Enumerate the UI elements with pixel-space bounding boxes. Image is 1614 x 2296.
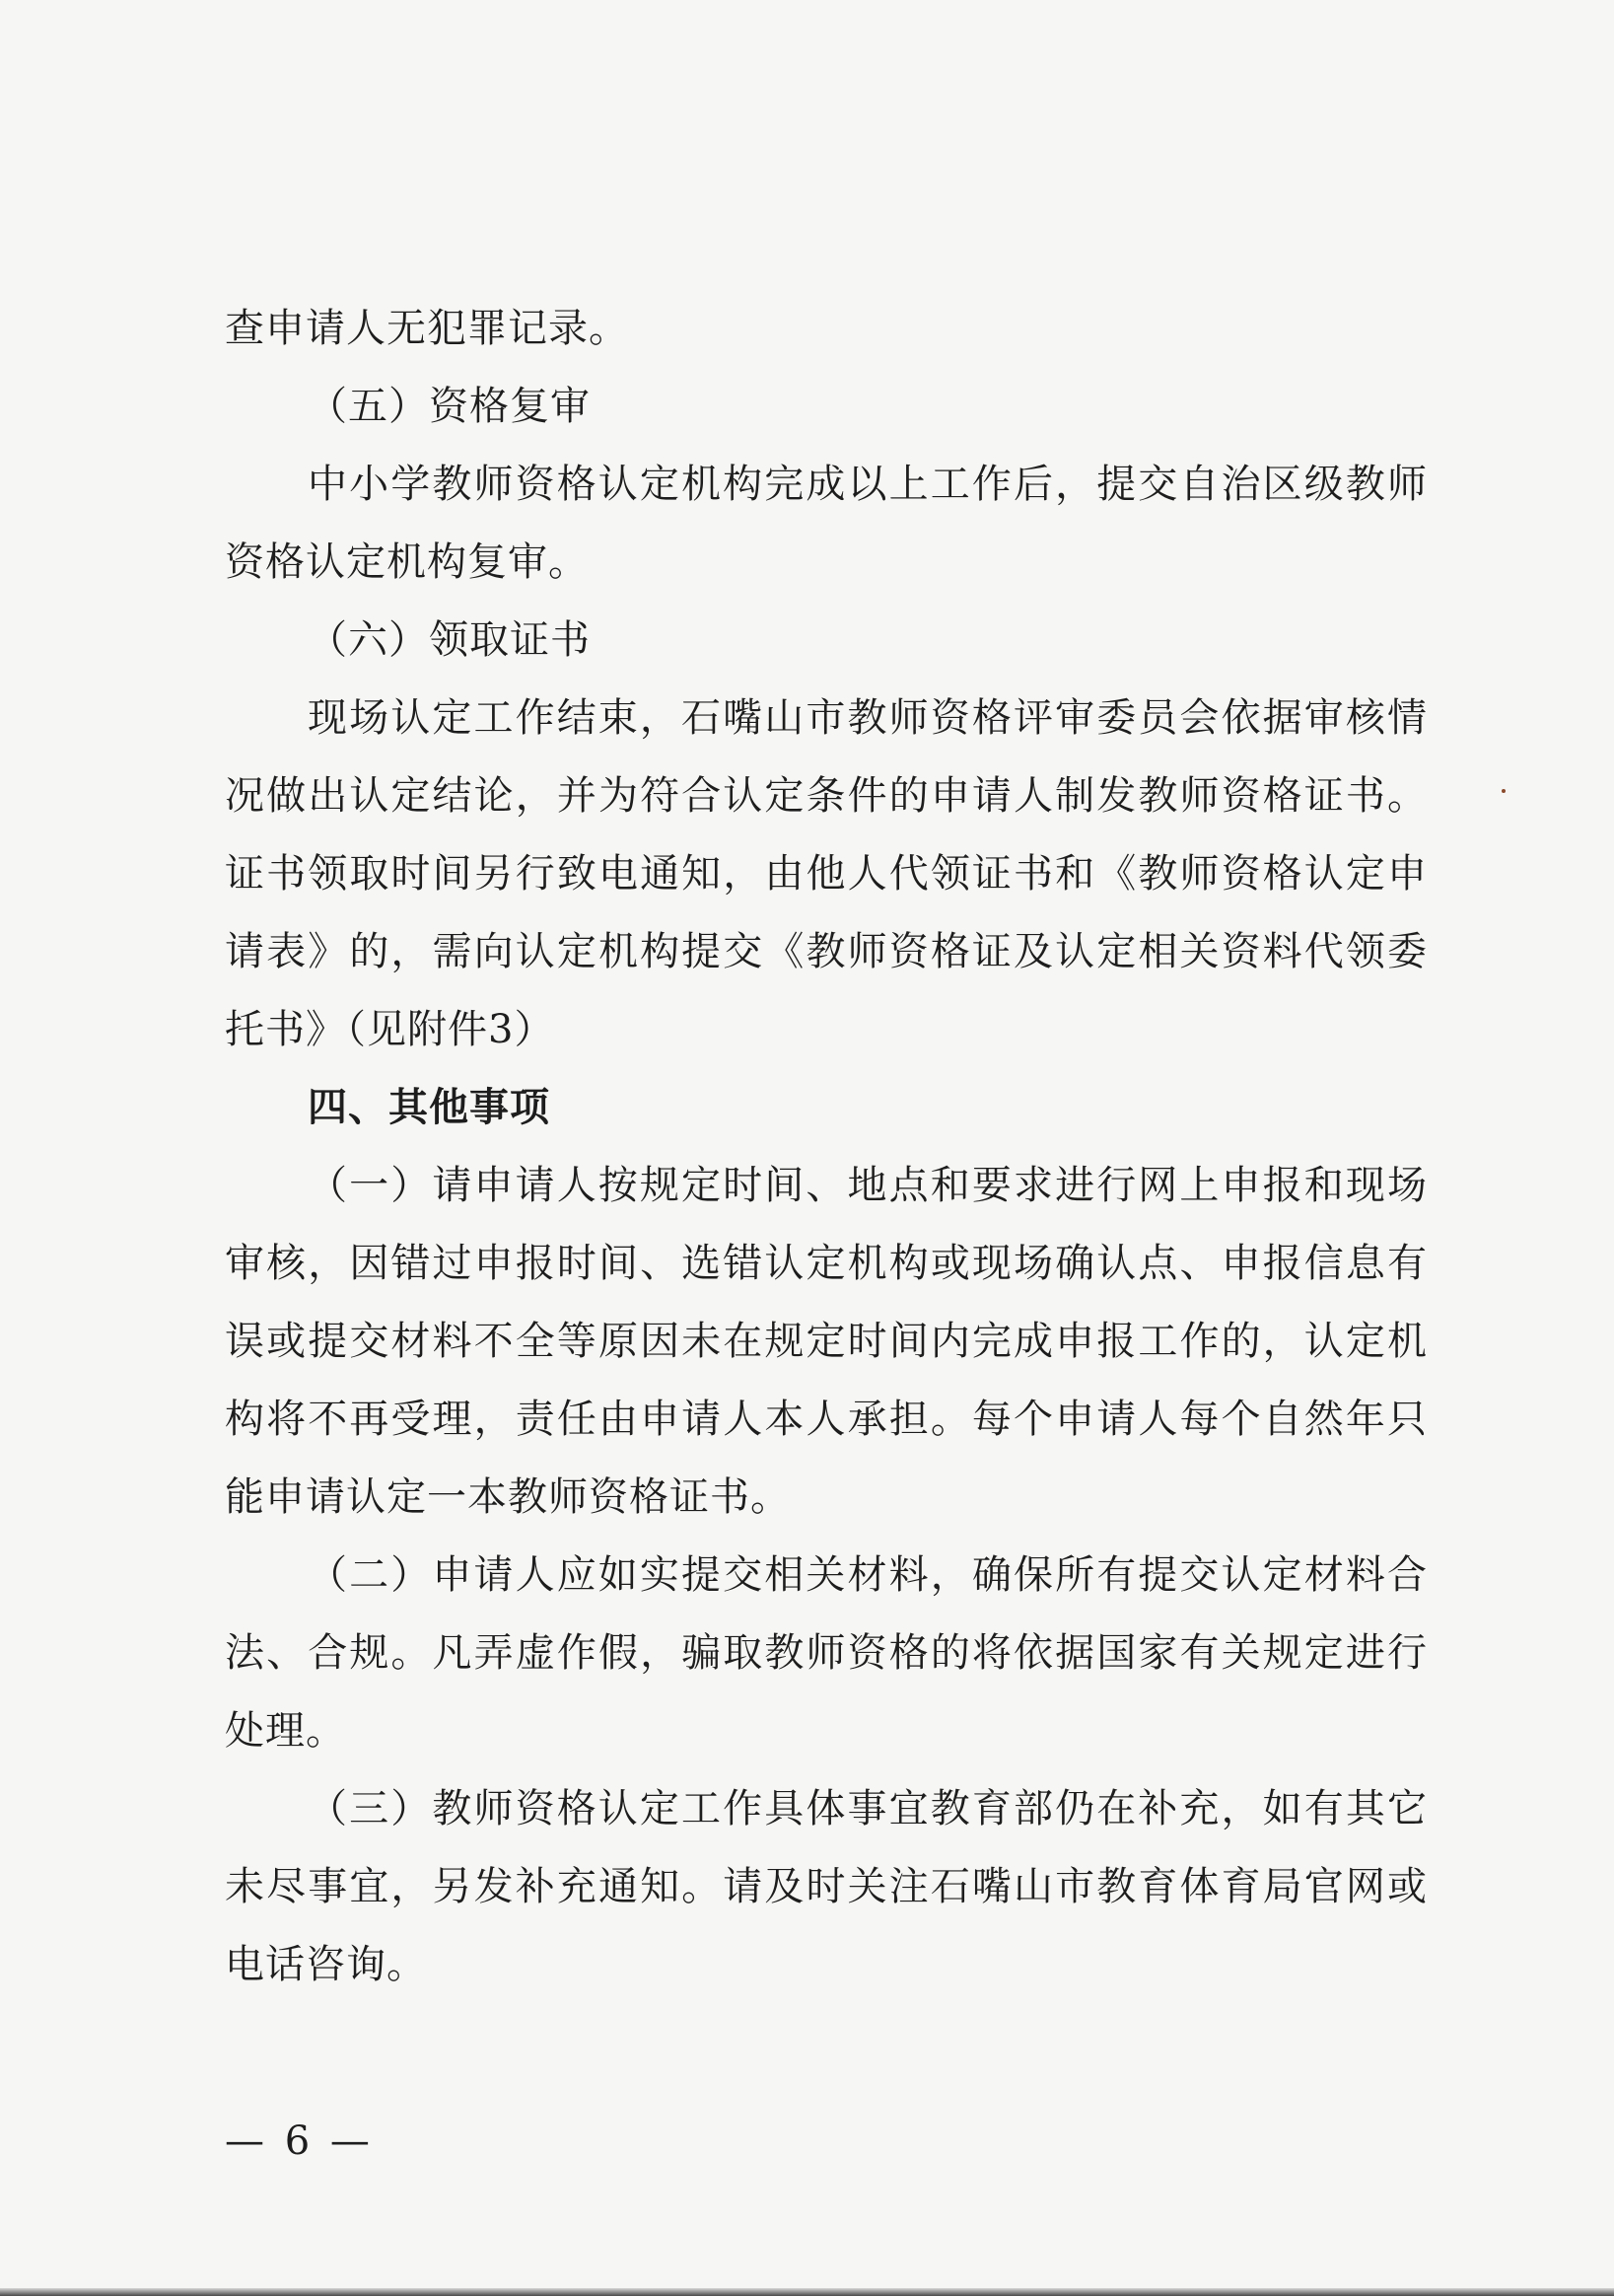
section-heading-review: （五）资格复审: [308, 384, 591, 429]
section-heading-certificate: （六）领取证书: [308, 617, 591, 663]
scan-bottom-edge: [0, 2288, 1614, 2296]
paragraph-review: 中小学教师资格认定机构完成以上工作后，提交自治区级教师资格认定机构复审。: [225, 462, 1428, 585]
paragraph-other-1: （一）请申请人按规定时间、地点和要求进行网上申报和现场审核，因错过申报时间、选错认定机构或现场确认点、申报信息有误或提交材料不全等原因未在规定时间内完成申报工作的，认定机构将不再受理，责任由申请人本人承担。每个申请人每个自然年只能申请认定一本教师资格证书。: [225, 1163, 1428, 1520]
page-number: — 6 —: [225, 2118, 374, 2164]
paragraph-continuation: 查申请人无犯罪记录。: [225, 306, 629, 351]
paragraph-certificate: 现场认定工作结束，石嘴山市教师资格评审委员会依据审核情况做出认定结论，并为符合认定条件的申请人制发教师资格证书。证书领取时间另行致电通知，由他人代领证书和《教师资格认定申请表》的，需向认定机构提交《教师资格证及认定相关资料代领委托书》（见附件3）: [225, 695, 1428, 1052]
paragraph-other-3: （三）教师资格认定工作具体事宜教育部仍在补充，如有其它未尽事宜，另发补充通知。请及时关注石嘴山市教育体育局官网或电话咨询。: [225, 1786, 1428, 1987]
document-body: [225, 290, 1428, 2004]
paragraph-other-2: （二）申请人应如实提交相关材料，确保所有提交认定材料合法、合规。凡弄虚作假，骗取教师资格的将依据国家有关规定进行处理。: [225, 1552, 1428, 1754]
scan-speck: [1502, 789, 1506, 793]
section-heading-other-matters: 四、其他事项: [308, 1085, 550, 1130]
